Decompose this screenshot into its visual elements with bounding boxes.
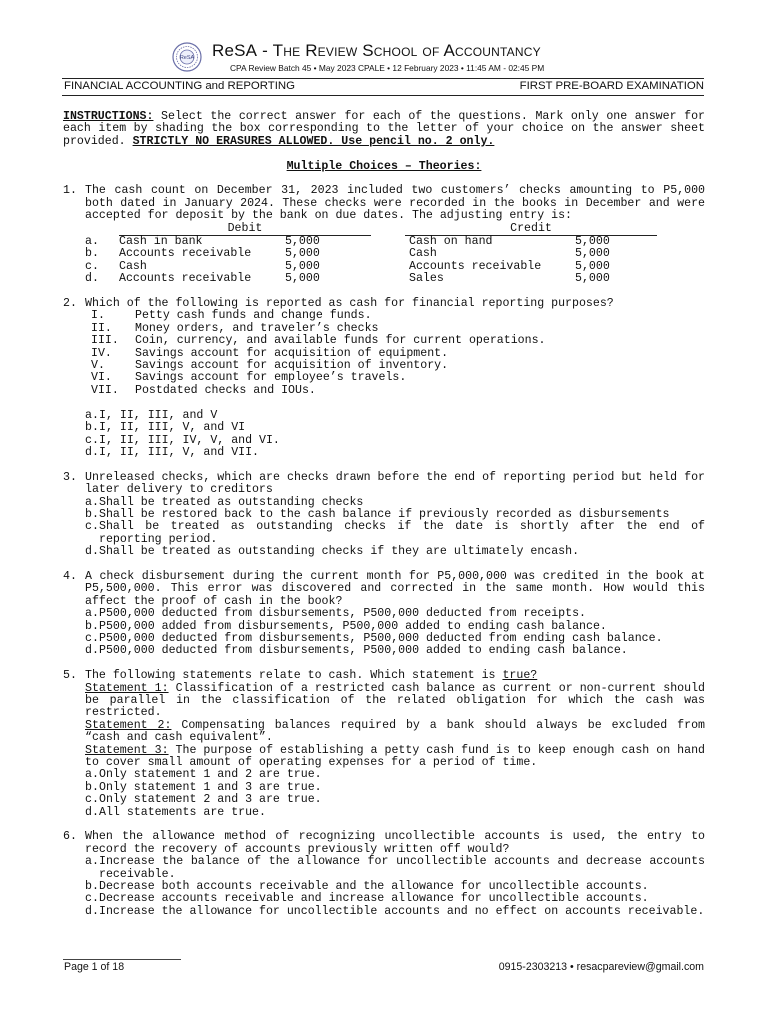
choice-row (85, 273, 657, 285)
question-5 (63, 670, 705, 819)
debit-account: Cash in bank (119, 235, 203, 249)
choice-letter: a. (85, 234, 99, 248)
school-title-brand: ReSA (212, 41, 258, 60)
question-number: 3. (63, 470, 77, 484)
question-text: The cash count on December 31, 2023 included two customers’ checks amounting to P5,000 both dated in January 2024. These checks were recorded in the books in December and were accepted for deposit by the bank on due dates. The adjusting entry is: (85, 184, 705, 223)
debit-amount: 5,000 (285, 235, 320, 249)
question-number: 5. (63, 669, 77, 683)
statement-3: Statement 3: The purpose of establishing a petty cash fund is to keep enough cash on hand to cover small amount of operating expenses for a period of time. (85, 743, 705, 770)
exam-title: FIRST PRE-BOARD EXAMINATION (519, 80, 704, 92)
credit-header: Credit (405, 223, 657, 236)
contact-info: 0915-2303213 • resacpareview@gmail.com (498, 961, 704, 973)
roman-item: III. Coin, currency, and available funds for current operations. (91, 334, 546, 348)
answer-option: a. Only statement 1 and 2 are true. (85, 768, 322, 782)
debit-amount: 5,000 (285, 247, 320, 261)
credit-amount: 5,000 (575, 272, 610, 286)
statement-1: Statement 1: Classification of a restricted cash balance as current or non-current should be parallel in the classification of the related obligation for which the cash was restricted. (85, 681, 705, 720)
choice-row (85, 248, 657, 260)
journal-entry-table (85, 223, 657, 286)
school-title (212, 41, 541, 61)
answer-option: d. P500,000 deducted from disbursements, P500,000 added to ending cash balance. (85, 644, 628, 658)
question-number: 6. (63, 830, 77, 844)
debit-account: Accounts receivable (119, 247, 252, 261)
debit-account: Cash (119, 259, 147, 273)
instructions-strict: STRICTLY NO ERASURES ALLOWED. Use pencil no. 2 only. (132, 134, 495, 148)
answer-option: d. Shall be treated as outstanding checks if they are ultimately encash. (85, 545, 580, 559)
question-text: Unreleased checks, which are checks drawn before the end of reporting period but held for later delivery to creditors (85, 470, 705, 497)
debit-header: Debit (119, 223, 371, 236)
section-title: Multiple Choices – Theories: (286, 159, 482, 173)
answer-option: a. P500,000 deducted from disbursements, P500,000 deducted from receipts. (85, 607, 587, 621)
answer-option: b. Shall be restored back to the cash balance if previously recorded as disbursements (85, 507, 670, 521)
exam-schedule: CPA Review Batch 45 • May 2023 CPALE • 12 February 2023 • 11:45 AM - 02:45 PM (230, 63, 545, 73)
credit-amount: 5,000 (575, 259, 610, 273)
answer-option: a. Shall be treated as outstanding checks (85, 495, 364, 509)
question-number: 4. (63, 569, 77, 583)
resa-seal-logo (172, 42, 202, 72)
answer-option: b. P500,000 added from disbursements, P500,000 added to ending cash balance. (85, 619, 607, 633)
answer-option: b. Only statement 1 and 3 are true. (85, 780, 322, 794)
roman-item: VII. Postdated checks and IOUs. (91, 383, 316, 397)
roman-item: IV. Savings account for acquisition of equipment. (91, 346, 449, 360)
answer-option: c. Shall be treated as outstanding checks if the date is shortly after the end of reporting period. (85, 520, 705, 546)
answer-option: b. I, II, III, V, and VI (85, 421, 246, 435)
credit-account: Cash (409, 247, 437, 261)
credit-amount: 5,000 (575, 247, 610, 261)
choice-letter: d. (85, 272, 99, 286)
choice-letter: c. (85, 259, 99, 273)
roman-item: I. Petty cash funds and change funds. (91, 309, 372, 323)
instructions (63, 111, 705, 148)
question-2 (63, 298, 705, 459)
question-1 (63, 185, 705, 222)
debit-amount: 5,000 (285, 259, 320, 273)
header-rule-bottom (62, 95, 704, 96)
answer-option: b. Decrease both accounts receivable and the allowance for uncollectible accounts. (85, 880, 649, 894)
question-text: A check disbursement during the current month for P5,000,000 was credited in the book at P5,500,000. This error was discovered and corrected in the same month. How would this affect the proof of cash in the book? (85, 569, 705, 608)
answer-option: d. I, II, III, V, and VII. (85, 445, 260, 459)
answer-option: a. I, II, III, and V (85, 408, 218, 422)
school-title-name: - The Review School of Accountancy (257, 41, 541, 60)
question-number: 1. (63, 184, 77, 198)
roman-item: VI. Savings account for employee’s travels. (91, 371, 407, 385)
answer-option: c. Only statement 2 and 3 are true. (85, 793, 322, 807)
question-number: 2. (63, 297, 77, 311)
choice-letter: b. (85, 247, 99, 261)
debit-amount: 5,000 (285, 272, 320, 286)
credit-account: Sales (409, 272, 444, 286)
roman-item: II. Money orders, and traveler’s checks (91, 321, 379, 335)
answer-option: d. Increase the allowance for uncollectible accounts and no effect on accounts receivable. (85, 904, 705, 918)
roman-item: V. Savings account for acquisition of inventory. (91, 359, 449, 373)
question-4 (63, 571, 705, 658)
footer-rule (63, 959, 181, 960)
question-text: When the allowance method of recognizing uncollectible accounts is used, the entry to record the recovery of accounts previously written off would? (85, 830, 705, 856)
answer-option: c. I, II, III, IV, V, and VI. (85, 433, 280, 447)
question-text: Which of the following is reported as cash for financial reporting purposes? (85, 297, 614, 311)
credit-account: Accounts receivable (409, 259, 542, 273)
credit-amount: 5,000 (575, 235, 610, 249)
answer-option: d. All statements are true. (85, 805, 266, 819)
svg-text:ReSA: ReSA (179, 55, 195, 62)
document-header (0, 36, 768, 76)
answer-option: c. P500,000 deducted from disbursements, P500,000 deducted from ending cash balance. (85, 631, 663, 645)
credit-account: Cash on hand (409, 235, 493, 249)
debit-account: Accounts receivable (119, 272, 252, 286)
answer-option: c. Decrease accounts receivable and increase allowance for uncollectible accounts. (85, 892, 649, 906)
question-6 (63, 831, 705, 918)
statement-2: Statement 2: Compensating balances required by a bank should always be excluded from “cash and cash equivalent”. (85, 718, 705, 745)
question-3 (63, 472, 705, 559)
answer-option: a. Increase the balance of the allowance for uncollectible accounts and decrease accounts receivable. (85, 855, 705, 881)
instructions-label: INSTRUCTIONS: (63, 110, 154, 123)
exam-body (63, 111, 705, 918)
page-number: Page 1 of 18 (64, 961, 125, 973)
instructions-text: Select the correct answer for each of the questions. Mark only one answer for each item by shading the box corresponding to the letter of your choice on the answer sheet provided. (63, 110, 705, 148)
subject-title: FINANCIAL ACCOUNTING and REPORTING (64, 80, 296, 92)
header-rule-top (62, 78, 704, 79)
question-text: The following statements relate to cash. Which statement is true? (85, 669, 538, 683)
